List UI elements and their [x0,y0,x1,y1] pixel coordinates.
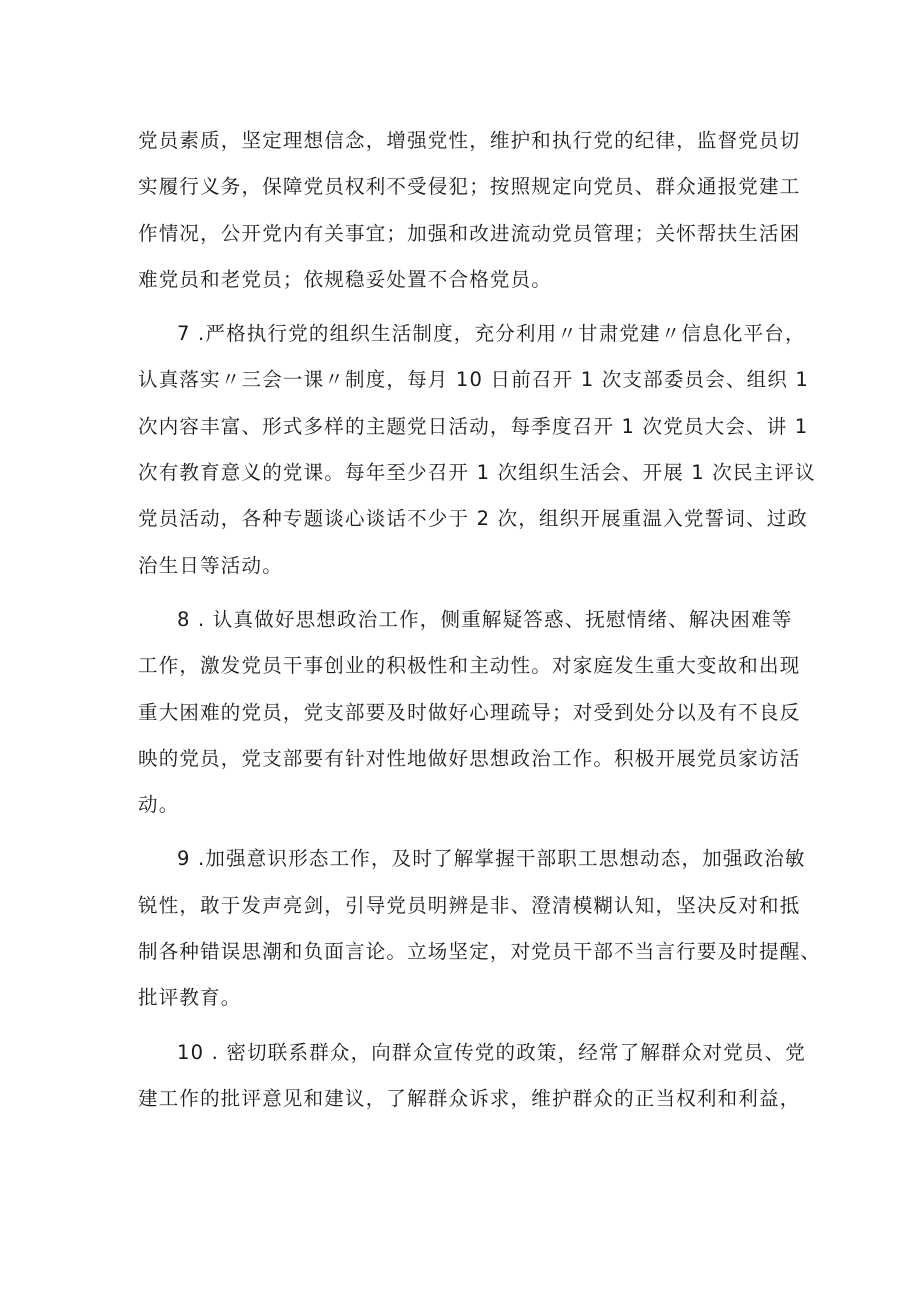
paragraph-item-7 [138,311,816,589]
text-line: 治生日等活动。 [138,553,283,577]
text-line: 难党员和老党员；依规稳妥处置不合格党员。 [138,267,553,291]
paragraph-item-9 [138,836,822,1021]
text-line: 8 . 认真做好思想政治工作，侧重解疑答惑、抚慰情绪、解决困难等 [177,607,793,631]
text-line: 重大困难的党员，党支部要及时做好心理疏导；对受到处分以及有不良反 [138,700,801,724]
text-line: 动。 [138,793,180,817]
text-line: 次有教育意义的党课。每年至少召开 1 次组织生活会、开展 1 次民主评议 [138,461,816,485]
document-body [138,118,822,1130]
paragraph-item-10 [138,1030,807,1123]
text-line: 作情况，公开党内有关事宜；加强和改进流动党员管理；关怀帮扶生活困 [138,221,801,245]
text-line: 制各种错误思潮和负面言论。立场坚定，对党员干部不当言行要及时提醒、 [138,940,822,964]
text-line: 次内容丰富、形式多样的主题党日活动，每季度召开 1 次党员大会、讲 1 [138,414,809,438]
text-line: 映的党员，党支部要有针对性地做好思想政治工作。积极开展党员家访活 [138,746,801,770]
paragraph-item-8 [138,597,801,828]
text-line: 实履行义务，保障党员权利不受侵犯；按照规定向党员、群众通报党建工 [138,175,801,199]
text-line: 认真落实〃三会一课〃制度，每月 10 日前召开 1 次支部委员会、组织 1 [138,368,810,392]
text-line: 9 .加强意识形态工作，及时了解掌握干部职工思想动态，加强政治敏 [177,847,806,871]
text-line: 建工作的批评意见和建议，了解群众诉求，维护群众的正当权利和利益， [138,1086,801,1110]
text-line: 工作，激发党员干事创业的积极性和主动性。对家庭发生重大变故和出现 [138,654,801,678]
text-line: 党员素质，坚定理想信念，增强党性，维护和执行党的纪律，监督党员切 [138,129,801,152]
text-line: 10 . 密切联系群众，向群众宣传党的政策，经常了解群众对党员、党 [177,1040,807,1064]
text-line: 锐性，敢于发声亮剑，引导党员明辨是非、澄清模糊认知，坚决反对和抵 [138,893,801,917]
text-line: 党员活动，各种专题谈心谈话不少于 2 次，组织开展重温入党誓词、过政 [138,507,809,531]
paragraph-continuation [138,118,801,303]
text-line: 批评教育。 [138,986,242,1010]
text-line: 7 .严格执行党的组织生活制度，充分利用〃甘肃党建〃信息化平台， [177,322,806,346]
